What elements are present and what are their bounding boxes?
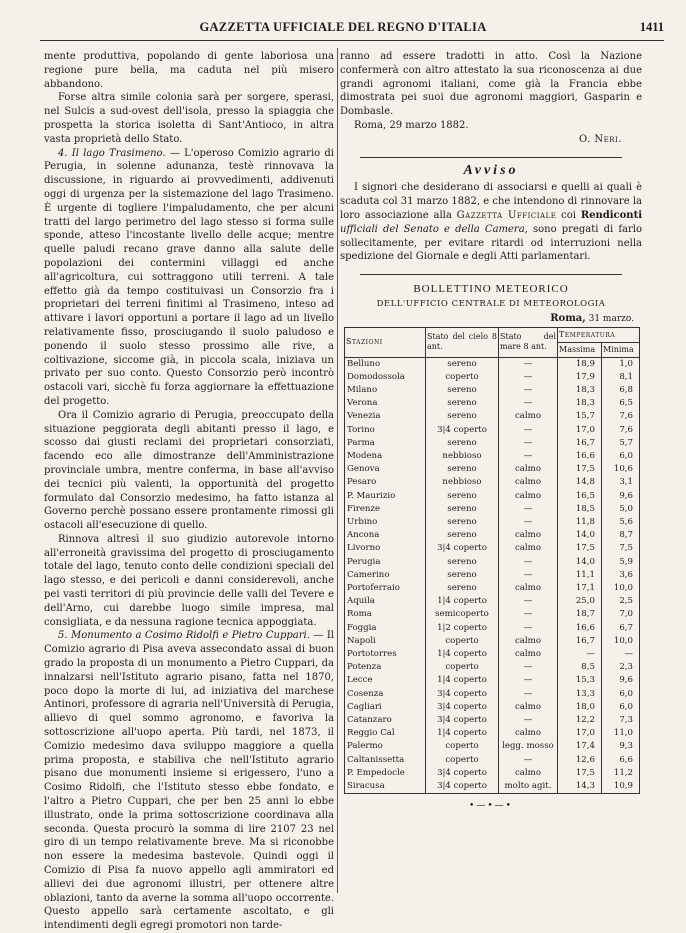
max-temp-cell: 14,8 (558, 476, 602, 489)
header-temperatura: Temperatura (558, 327, 640, 342)
max-temp-cell: 15,7 (558, 410, 602, 423)
avviso-title: Avviso (463, 162, 519, 178)
page-header (0, 0, 686, 40)
max-temp-cell: 16,7 (558, 635, 602, 648)
station-cell: P. Maurizio (345, 490, 426, 503)
table-row (345, 397, 640, 410)
table-row (345, 357, 640, 371)
station-cell: Siracusa (345, 780, 426, 794)
sky-cell: coperto (426, 754, 499, 767)
table-row (345, 582, 640, 595)
min-temp-cell: 9,3 (601, 740, 639, 753)
sea-cell: calmo (499, 635, 558, 648)
min-temp-cell: 6,0 (601, 450, 639, 463)
section-monumento (44, 629, 334, 933)
sea-cell: calmo (499, 727, 558, 740)
max-temp-cell: 17,9 (558, 371, 602, 384)
min-temp-cell: 5,9 (601, 556, 639, 569)
max-temp-cell: 8,5 (558, 661, 602, 674)
min-temp-cell: 8,1 (601, 371, 639, 384)
max-temp-cell: 14,3 (558, 780, 602, 794)
min-temp-cell: 11,0 (601, 727, 639, 740)
min-temp-cell: 10,0 (601, 635, 639, 648)
station-cell: Urbino (345, 516, 426, 529)
signature: O. Neri. (578, 133, 622, 145)
max-temp-cell: 14,0 (558, 529, 602, 542)
min-temp-cell: 6,7 (601, 622, 639, 635)
min-temp-cell: 7,6 (601, 410, 639, 423)
station-cell: Perugia (345, 556, 426, 569)
left-column (44, 50, 334, 933)
min-temp-cell: 3,1 (601, 476, 639, 489)
sea-cell: — (499, 608, 558, 621)
min-temp-cell: 9,6 (601, 490, 639, 503)
header-cielo: Stato del cielo 8 ant. (426, 327, 499, 357)
max-temp-cell: 13,3 (558, 688, 602, 701)
max-temp-cell: 18,3 (558, 384, 602, 397)
min-temp-cell: 2,5 (601, 595, 639, 608)
sea-cell: calmo (499, 648, 558, 661)
table-row (345, 556, 640, 569)
min-temp-cell: 6,0 (601, 688, 639, 701)
max-temp-cell: 16,5 (558, 490, 602, 503)
sky-cell: sereno (426, 516, 499, 529)
max-temp-cell: 18,7 (558, 608, 602, 621)
max-temp-cell: 17,1 (558, 582, 602, 595)
sea-cell: — (499, 516, 558, 529)
sea-cell: — (499, 450, 558, 463)
station-cell: Napoli (345, 635, 426, 648)
max-temp-cell: 17,5 (558, 542, 602, 555)
sea-cell: — (499, 622, 558, 635)
min-temp-cell: 8,7 (601, 529, 639, 542)
sea-cell: molto agit. (499, 780, 558, 794)
max-temp-cell: 14,0 (558, 556, 602, 569)
min-temp-cell: 10,9 (601, 780, 639, 794)
sky-cell: 3|4 coperto (426, 714, 499, 727)
paragraph: ranno ad essere tradotti in atto. Così la Nazione confermerà con altro attestato la sua riconoscenza ai due grandi agronomi italiani, come già la Francia ebbe dimostrata pei suoi due agronomi maggiori, Gasparin e Dombasle. (340, 51, 642, 118)
min-temp-cell: 11,2 (601, 767, 639, 780)
max-temp-cell: 25,0 (558, 595, 602, 608)
station-cell: Portoferraio (345, 582, 426, 595)
sky-cell: 1|4 coperto (426, 595, 499, 608)
max-temp-cell: 18,5 (558, 503, 602, 516)
paragraph-text: — Il Comizio agrario di Pisa aveva assecondato assai di buon grado la proposta di un monumento a Pietro Cuppari, da innalzarsi nell'Istituto agrario pisano, fatta nel 1870, poco dopo la morte di lui, ad iniziativa del marchese Antinori, professore di agraria nell'Università di Perugia, allievo di quel sommo agronomo, e favoriva la sottoscrizione all'uopo aperta. Più tardi, nel 1873, il Comizio medesimo dava sviluppo maggiore a quella prima proposta, e stabiliva che nell'Istituto agrario pisano due monumenti insieme si erigessero, l'uno a Cosimo Ridolfi, che l'Istituto stesso ebbe fondato, e l'altro a Pietro Cuppari, che per ben 25 anni lo ebbe illustrato, onde la prima sottoscrizione coordinava alla seconda. Questa procurò la somma di lire 2107 23 nel giro di un tempo relativamente breve. Ma si riconobbe non essere la medesima bastevole. Quindi oggi il Comizio di Pisa fa nuovo appello agli ammiratori ed allievi dei due agronomi illustri, per ottenere altre oblazioni, tanto da averne la somma all'uopo occorrente. Questo appello sarà certamente ascoltato, e gli intendimenti degli egregi promotori non tarde- (44, 630, 335, 932)
table-row (345, 476, 640, 489)
sky-cell: sereno (426, 397, 499, 410)
sea-cell: — (499, 556, 558, 569)
max-temp-cell: 15,3 (558, 674, 602, 687)
sky-cell: 3|4 coperto (426, 542, 499, 555)
sky-cell: sereno (426, 463, 499, 476)
newspaper-title: GAZZETTA UFFICIALE DEL REGNO D'ITALIA (199, 20, 487, 34)
weather-table (344, 327, 640, 795)
sky-cell: sereno (426, 490, 499, 503)
min-temp-cell: 7,6 (601, 424, 639, 437)
table-row (345, 608, 640, 621)
sky-cell: 3|4 coperto (426, 780, 499, 794)
station-cell: Parma (345, 437, 426, 450)
table-row (345, 714, 640, 727)
station-cell: Lecce (345, 674, 426, 687)
max-temp-cell: 17,4 (558, 740, 602, 753)
paragraph: Forse altra simile colonia sarà per sorgere, sperasi, nel Sulcis a sud-ovest dell'isola, presso la spiaggia che prospetta la storica isoletta di Sant'Antioco, in altra vasta proprietà dello Stato. (44, 92, 334, 145)
station-cell: Belluno (345, 357, 426, 371)
date-line: Roma, 29 marzo 1882. (354, 119, 469, 131)
section-heading: 5. Monumento a Cosimo Ridolfi e Pietro Cuppari. (58, 630, 310, 642)
section-trasimeno (44, 147, 334, 409)
sea-cell: — (499, 714, 558, 727)
sea-cell: calmo (499, 582, 558, 595)
min-temp-cell: 5,6 (601, 516, 639, 529)
table-row (345, 384, 640, 397)
table-row (345, 648, 640, 661)
sea-cell: calmo (499, 529, 558, 542)
table-row (345, 780, 640, 794)
max-temp-cell: 18,3 (558, 397, 602, 410)
station-cell: Cagliari (345, 701, 426, 714)
station-cell: Aquila (345, 595, 426, 608)
station-cell: Domodossola (345, 371, 426, 384)
column-divider (337, 48, 338, 893)
max-temp-cell: 11,8 (558, 516, 602, 529)
station-cell: Milano (345, 384, 426, 397)
max-temp-cell: 12,6 (558, 754, 602, 767)
header-rule (40, 40, 664, 41)
min-temp-cell: 5,7 (601, 437, 639, 450)
sky-cell: sereno (426, 384, 499, 397)
sky-cell: sereno (426, 503, 499, 516)
sky-cell: 3|4 coperto (426, 424, 499, 437)
max-temp-cell: 17,5 (558, 463, 602, 476)
sky-cell: 3|4 coperto (426, 688, 499, 701)
table-row (345, 701, 640, 714)
sea-cell: — (499, 371, 558, 384)
station-cell: Ancona (345, 529, 426, 542)
max-temp-cell: 17,5 (558, 767, 602, 780)
station-cell: Catanzaro (345, 714, 426, 727)
sea-cell: — (499, 384, 558, 397)
min-temp-cell: 9,6 (601, 674, 639, 687)
station-cell: Livorno (345, 542, 426, 555)
table-row (345, 767, 640, 780)
rendiconti-name: Rendiconti (580, 209, 642, 221)
max-temp-cell: — (558, 648, 602, 661)
sky-cell: 1|4 coperto (426, 648, 499, 661)
table-row (345, 424, 640, 437)
table-row (345, 371, 640, 384)
max-temp-cell: 17,0 (558, 727, 602, 740)
table-row (345, 437, 640, 450)
min-temp-cell: 7,0 (601, 608, 639, 621)
station-cell: Potenza (345, 661, 426, 674)
min-temp-cell: 5,0 (601, 503, 639, 516)
sea-cell: — (499, 661, 558, 674)
station-cell: Firenze (345, 503, 426, 516)
sea-cell: — (499, 674, 558, 687)
sea-cell: — (499, 754, 558, 767)
table-row (345, 529, 640, 542)
min-temp-cell: 7,5 (601, 542, 639, 555)
table-row (345, 516, 640, 529)
min-temp-cell: 2,3 (601, 661, 639, 674)
bulletin-title: BOLLETTINO METEORICO (413, 283, 569, 296)
station-cell: Venezia (345, 410, 426, 423)
sky-cell: 1|4 coperto (426, 674, 499, 687)
min-temp-cell: 6,6 (601, 754, 639, 767)
sea-cell: — (499, 569, 558, 582)
end-ornament: •—•—• (469, 801, 513, 812)
sky-cell: sereno (426, 437, 499, 450)
table-row (345, 740, 640, 753)
max-temp-cell: 18,0 (558, 701, 602, 714)
station-cell: P. Empedocle (345, 767, 426, 780)
right-column (340, 50, 642, 814)
separator-rule (360, 157, 622, 158)
header-stazioni: Stazioni (345, 327, 426, 357)
table-row (345, 754, 640, 767)
gazzetta-name: Gazzetta Ufficiale (456, 209, 557, 221)
page-number: 1411 (639, 20, 664, 34)
station-cell: Roma (345, 608, 426, 621)
min-temp-cell: 6,0 (601, 701, 639, 714)
sea-cell: — (499, 424, 558, 437)
sky-cell: sereno (426, 410, 499, 423)
sea-cell: calmo (499, 542, 558, 555)
sea-cell: calmo (499, 701, 558, 714)
max-temp-cell: 16,7 (558, 437, 602, 450)
station-cell: Cosenza (345, 688, 426, 701)
sea-cell: — (499, 397, 558, 410)
table-row (345, 463, 640, 476)
sky-cell: 1|2 coperto (426, 622, 499, 635)
sea-cell: calmo (499, 410, 558, 423)
max-temp-cell: 17,0 (558, 424, 602, 437)
sky-cell: coperto (426, 661, 499, 674)
table-row (345, 450, 640, 463)
sky-cell: sereno (426, 569, 499, 582)
signature-line (340, 133, 642, 147)
table-row (345, 674, 640, 687)
sky-cell: nebbioso (426, 476, 499, 489)
station-cell: Modena (345, 450, 426, 463)
sky-cell: nebbioso (426, 450, 499, 463)
sky-cell: coperto (426, 371, 499, 384)
sea-cell: legg. mosso (499, 740, 558, 753)
station-cell: Camerino (345, 569, 426, 582)
sky-cell: semicoperto (426, 608, 499, 621)
min-temp-cell: 6,5 (601, 397, 639, 410)
station-cell: Caltanissetta (345, 754, 426, 767)
station-cell: Verona (345, 397, 426, 410)
sky-cell: sereno (426, 357, 499, 371)
sky-cell: coperto (426, 635, 499, 648)
bulletin-date: Roma, 31 marzo. (550, 312, 634, 324)
sea-cell: — (499, 595, 558, 608)
station-cell: Foggia (345, 622, 426, 635)
max-temp-cell: 18,9 (558, 357, 602, 371)
sea-cell: — (499, 688, 558, 701)
min-temp-cell: 3,6 (601, 569, 639, 582)
sea-cell: calmo (499, 767, 558, 780)
station-cell: Genova (345, 463, 426, 476)
avviso-paragraph: I signori che desiderano di associarsi e quelli ai quali è scaduta col 31 marzo 1882, e che intendono di rinnovare la loro associazione alla Gazzetta Ufficiale coi Rendiconti ufficiali del Senato e della Camera, sono pregati di farlo sollecitamente, per evitare ritardi od interruzioni nella spedizione del Giornale e degli Atti parlamentari. (340, 182, 642, 263)
paragraph-text: — L'operoso Comizio agrario di Perugia, in solenne adunanza, testè rinnovava la discussione, in riguardo ai provvedimenti, addivenuti oggi di urgenza per la sistemazione del lago Trasimeno. È urgente di togliere l'impaludamento, che per alcuni tratti del largo perimetro del lago stesso si forma sulle sponde, atteso l'incostante livello delle acque; mentre quelle paludi recano grave danno alla salute delle popolazioni dei contermini villaggi ed anche all'agricoltura, cui sottraggono utili terreni. A tale effetto già da tempo costituivasi un Consorzio fra i proprietari dei terreni finitimi al Trasimeno, inteso ad attivare i lavori opportuni a portare il lago ad un livello relativamente fisso, prosciugando il suolo paludoso e ponendo il suolo stesso prossimo alle rive, a coltivazione, siccome già, in piccola scala, iniziava un privato per suo conto. Questo Consorzio però incontrò ostacoli vari, sicchè fu forza aggiornare la effettuazione del progetto. (44, 147, 334, 407)
paragraph: mente produttiva, popolando di gente laboriosa una regione pure bella, ma caduta nel più misero abbandono. (44, 51, 334, 90)
table-row (345, 503, 640, 516)
sky-cell: coperto (426, 740, 499, 753)
header-minima: Minima (601, 342, 639, 357)
station-cell: Portotorres (345, 648, 426, 661)
max-temp-cell: 16,6 (558, 450, 602, 463)
separator-rule (360, 274, 622, 275)
sky-cell: 3|4 coperto (426, 767, 499, 780)
table-row (345, 635, 640, 648)
min-temp-cell: 7,3 (601, 714, 639, 727)
sky-cell: sereno (426, 556, 499, 569)
sea-cell: calmo (499, 476, 558, 489)
min-temp-cell: 6,8 (601, 384, 639, 397)
table-row (345, 688, 640, 701)
table-row (345, 542, 640, 555)
max-temp-cell: 11,1 (558, 569, 602, 582)
sky-cell: sereno (426, 582, 499, 595)
min-temp-cell: — (601, 648, 639, 661)
table-row (345, 727, 640, 740)
min-temp-cell: 1,0 (601, 357, 639, 371)
table-row (345, 661, 640, 674)
bulletin-subtitle: DELL'UFFICIO CENTRALE DI METEOROLOGIA (376, 298, 606, 309)
section-heading: 4. Il lago Trasimeno. (58, 147, 166, 159)
table-row (345, 490, 640, 503)
sea-cell: calmo (499, 463, 558, 476)
table-row (345, 569, 640, 582)
sky-cell: 3|4 coperto (426, 701, 499, 714)
station-cell: Pesaro (345, 476, 426, 489)
sea-cell: — (499, 503, 558, 516)
sea-cell: — (499, 437, 558, 450)
paragraph: Ora il Comizio agrario di Perugia, preoccupato della situazione peggiorata degli abitanti presso il lago, e scosso dai giusti reclami dei proprietari consorziati, facendo eco alle dimostranze dell'Amministrazione provinciale umbra, mentre conferma, in base all'avviso dei tecnici più valenti, la opportunità del progetto formulato dal Consorzio medesimo, ha fatto istanza al Governo perchè possano essere prontamente rimossi gli ostacoli all'esecuzione di quello. (44, 409, 334, 532)
sky-cell: 1|4 coperto (426, 727, 499, 740)
station-cell: Reggio Cal (345, 727, 426, 740)
paragraph: Rinnova altresì il suo giudizio autorevole intorno all'erroneità gravissima del progetto di prosciugamento totale del lago, tenuto conto delle condizioni speciali del lago stesso, e dei pericoli e danni considerevoli, anche pei vasti territori di più provincie delle valli del Tevere e dell'Arno, cui darebbe luogo simile impresa, mal consigliata, e da nessuna ragione tecnica appoggiata. (44, 533, 334, 628)
table-row (345, 410, 640, 423)
max-temp-cell: 16,6 (558, 622, 602, 635)
table-row (345, 595, 640, 608)
sea-cell: calmo (499, 490, 558, 503)
header-massima: Massima (558, 342, 602, 357)
min-temp-cell: 10,0 (601, 582, 639, 595)
sky-cell: sereno (426, 529, 499, 542)
table-row (345, 622, 640, 635)
station-cell: Torino (345, 424, 426, 437)
max-temp-cell: 12,2 (558, 714, 602, 727)
sea-cell: — (499, 357, 558, 371)
header-mare: Stato del mare 8 ant. (499, 327, 558, 357)
station-cell: Palermo (345, 740, 426, 753)
min-temp-cell: 10,6 (601, 463, 639, 476)
